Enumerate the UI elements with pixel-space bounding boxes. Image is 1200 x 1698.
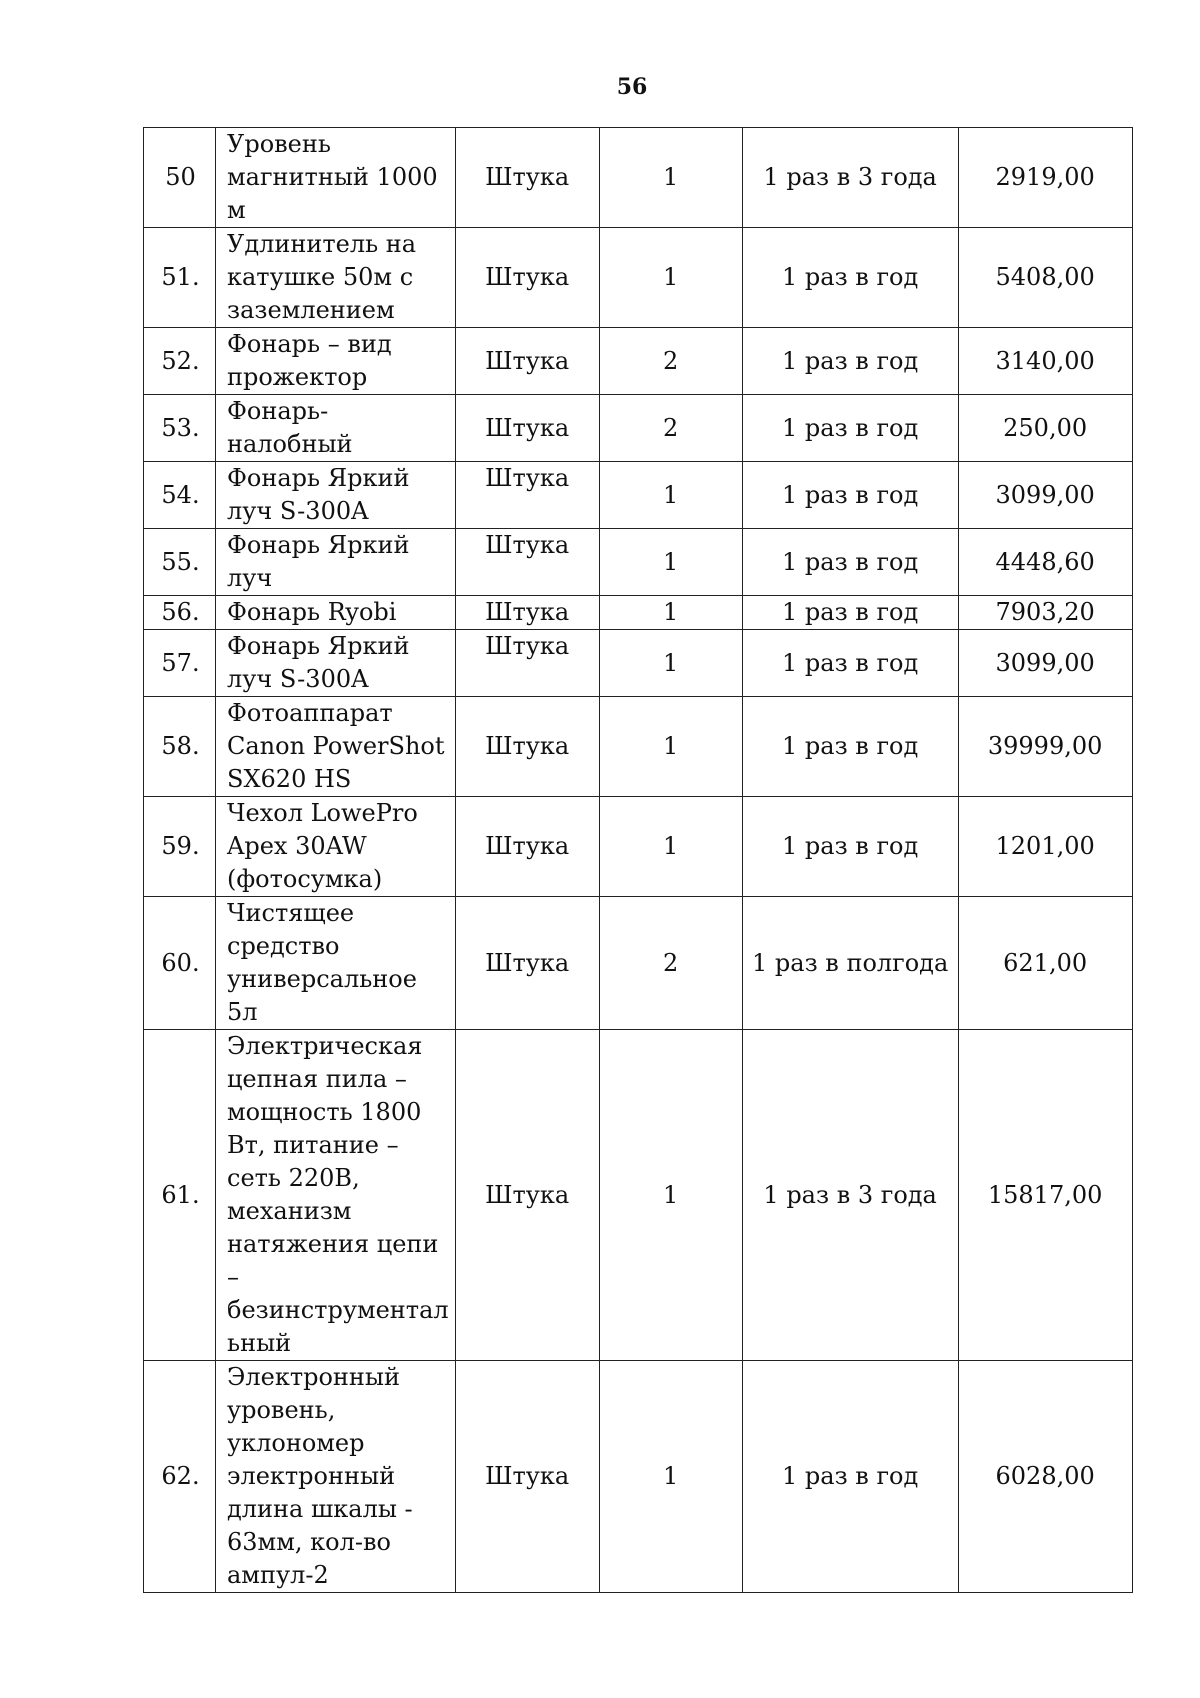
- price-cell: 7903,20: [958, 596, 1132, 630]
- period-cell: 1 раз в год: [742, 462, 958, 529]
- row-number: 52.: [144, 328, 216, 395]
- quantity-cell: 1: [599, 697, 742, 797]
- table-row: [144, 897, 1133, 1030]
- equipment-table: [143, 127, 1133, 1593]
- period-cell: 1 раз в год: [742, 596, 958, 630]
- period-cell: 1 раз в 3 года: [742, 128, 958, 228]
- period-cell: 1 раз в год: [742, 395, 958, 462]
- unit-cell: Штука: [455, 395, 599, 462]
- table-row: [144, 128, 1133, 228]
- quantity-cell: 1: [599, 462, 742, 529]
- unit-cell: Штука: [455, 596, 599, 630]
- unit-cell: Штука: [455, 228, 599, 328]
- unit-cell: Штука: [455, 128, 599, 228]
- row-number: 56.: [144, 596, 216, 630]
- table-row: [144, 462, 1133, 529]
- item-name: Электрическая цепная пила – мощность 1800 Вт, питание – сеть 220В, механизм натяжения цепи – безинструментал ьный: [216, 1030, 456, 1361]
- price-cell: 2919,00: [958, 128, 1132, 228]
- period-cell: 1 раз в год: [742, 697, 958, 797]
- unit-cell: Штука: [455, 462, 599, 529]
- price-cell: 1201,00: [958, 797, 1132, 897]
- period-cell: 1 раз в 3 года: [742, 1030, 958, 1361]
- quantity-cell: 1: [599, 228, 742, 328]
- period-cell: 1 раз в год: [742, 228, 958, 328]
- table-row: [144, 596, 1133, 630]
- period-cell: 1 раз в год: [742, 797, 958, 897]
- item-name: Электронный уровень, уклономер электронный длина шкалы - 63мм, кол-во ампул-2: [216, 1361, 456, 1593]
- quantity-cell: 2: [599, 395, 742, 462]
- table-row: [144, 1030, 1133, 1361]
- row-number: 60.: [144, 897, 216, 1030]
- row-number: 59.: [144, 797, 216, 897]
- table-row: [144, 797, 1133, 897]
- price-cell: 3140,00: [958, 328, 1132, 395]
- unit-cell: Штука: [455, 1030, 599, 1361]
- unit-cell: Штука: [455, 328, 599, 395]
- price-cell: 3099,00: [958, 462, 1132, 529]
- quantity-cell: 1: [599, 128, 742, 228]
- price-cell: 15817,00: [958, 1030, 1132, 1361]
- quantity-cell: 1: [599, 1030, 742, 1361]
- table-row: [144, 328, 1133, 395]
- period-cell: 1 раз в год: [742, 529, 958, 596]
- price-cell: 6028,00: [958, 1361, 1132, 1593]
- quantity-cell: 1: [599, 1361, 742, 1593]
- quantity-cell: 1: [599, 529, 742, 596]
- row-number: 57.: [144, 630, 216, 697]
- table-row: [144, 697, 1133, 797]
- item-name: Чехол LowePro Apex 30AW (фотосумка): [216, 797, 456, 897]
- row-number: 53.: [144, 395, 216, 462]
- period-cell: 1 раз в год: [742, 328, 958, 395]
- table-row: [144, 630, 1133, 697]
- row-number: 55.: [144, 529, 216, 596]
- page-number: 56: [616, 74, 648, 100]
- period-cell: 1 раз в год: [742, 1361, 958, 1593]
- quantity-cell: 2: [599, 328, 742, 395]
- price-cell: 5408,00: [958, 228, 1132, 328]
- item-name: Чистящее средство универсальное 5л: [216, 897, 456, 1030]
- table-row: [144, 529, 1133, 596]
- item-name: Фотоаппарат Canon PowerShot SX620 HS: [216, 697, 456, 797]
- table-row: [144, 1361, 1133, 1593]
- quantity-cell: 1: [599, 596, 742, 630]
- unit-cell: Штука: [455, 897, 599, 1030]
- row-number: 61.: [144, 1030, 216, 1361]
- unit-cell: Штука: [455, 1361, 599, 1593]
- item-name: Фонарь- налобный: [216, 395, 456, 462]
- quantity-cell: 1: [599, 630, 742, 697]
- quantity-cell: 2: [599, 897, 742, 1030]
- row-number: 50: [144, 128, 216, 228]
- price-cell: 250,00: [958, 395, 1132, 462]
- row-number: 62.: [144, 1361, 216, 1593]
- price-cell: 621,00: [958, 897, 1132, 1030]
- item-name: Фонарь Ryobi: [216, 596, 456, 630]
- period-cell: 1 раз в год: [742, 630, 958, 697]
- quantity-cell: 1: [599, 797, 742, 897]
- unit-cell: Штука: [455, 630, 599, 697]
- row-number: 51.: [144, 228, 216, 328]
- row-number: 54.: [144, 462, 216, 529]
- item-name: Фонарь Яркий луч S-300A: [216, 462, 456, 529]
- row-number: 58.: [144, 697, 216, 797]
- item-name: Фонарь Яркий луч S-300A: [216, 630, 456, 697]
- item-name: Удлинитель на катушке 50м с заземлением: [216, 228, 456, 328]
- unit-cell: Штука: [455, 529, 599, 596]
- table-row: [144, 395, 1133, 462]
- price-cell: 4448,60: [958, 529, 1132, 596]
- price-cell: 39999,00: [958, 697, 1132, 797]
- unit-cell: Штука: [455, 797, 599, 897]
- item-name: Уровень магнитный 1000 м: [216, 128, 456, 228]
- table-row: [144, 228, 1133, 328]
- item-name: Фонарь Яркий луч: [216, 529, 456, 596]
- period-cell: 1 раз в полгода: [742, 897, 958, 1030]
- price-cell: 3099,00: [958, 630, 1132, 697]
- unit-cell: Штука: [455, 697, 599, 797]
- item-name: Фонарь – вид прожектор: [216, 328, 456, 395]
